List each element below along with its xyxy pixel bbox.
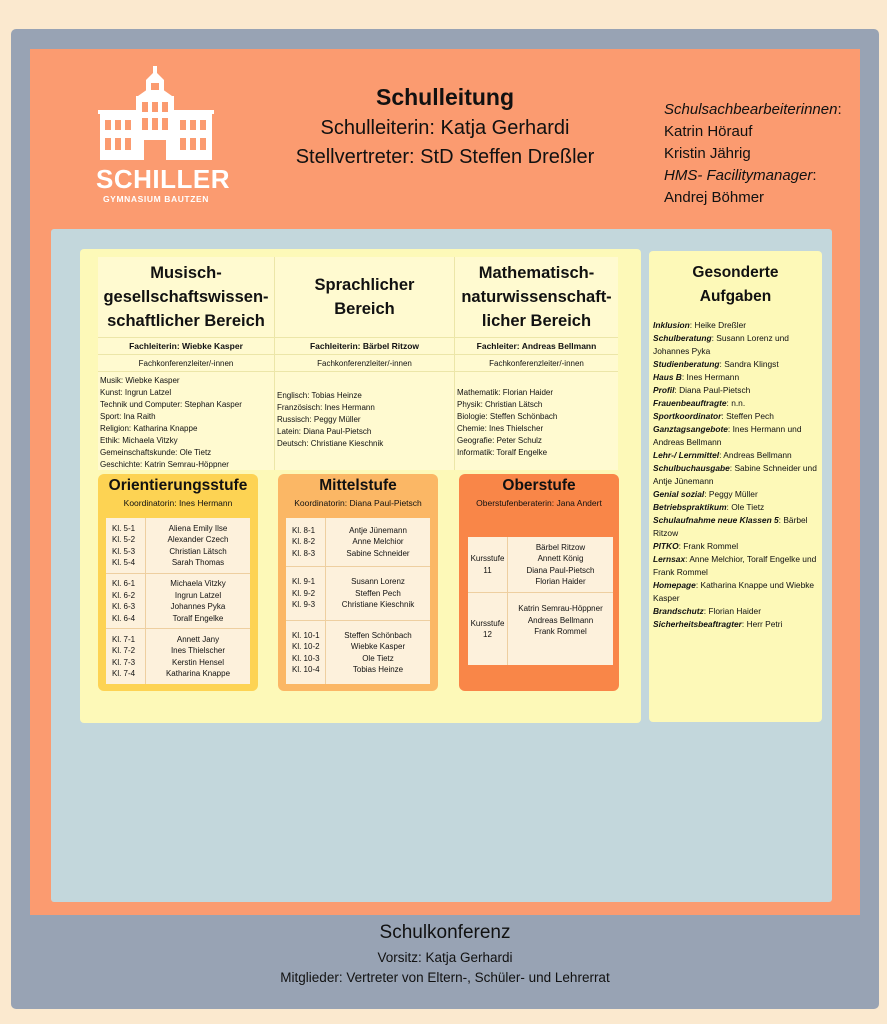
list-item: Französisch: Ines Hermann: [277, 403, 375, 412]
koordinator: Koordinatorin: Diana Paul-Pietsch: [294, 498, 422, 508]
fachkonferenz-label: Fachkonferenzleiter/-innen: [98, 355, 274, 372]
schulleitung-title: Schulleitung: [376, 84, 514, 110]
bereich-title: [98, 257, 274, 337]
aufgabe-person: Florian Haider: [708, 606, 761, 616]
fachleiter: Fachleiterin: Bärbel Ritzow: [275, 337, 454, 355]
school-logo: [96, 66, 230, 208]
klasse: Kl. 7-4: [112, 669, 136, 678]
list-item: Homepage: Katharina Knappe und Wiebke Kasper: [653, 580, 815, 603]
list-item: Betriebspraktikum: Ole Tietz: [653, 502, 765, 512]
aufgabe-person: Sandra Klingst: [724, 359, 779, 369]
list-item: Studienberatung: Sandra Klingst: [653, 359, 779, 369]
list-item: Physik: Christian Lätsch: [457, 400, 543, 409]
kursstufe: 11: [483, 565, 492, 575]
fachleiter: Fachleiterin: Wiebke Kasper: [98, 337, 274, 355]
klasse: Kl. 10-4: [292, 665, 320, 674]
lehrer: Anne Melchior: [352, 537, 404, 547]
fach-list: [455, 372, 618, 459]
fach-list: [275, 372, 454, 450]
klasse: Kl. 5-1: [112, 523, 136, 533]
namen-cell: [326, 621, 430, 684]
schulkonferenz-title: Schulkonferenz: [379, 922, 511, 943]
lehrer: Katrin Semrau-Höppner: [518, 604, 603, 613]
bereich-title-line: naturwissenschaft-: [461, 288, 612, 306]
list-item: Chemie: Ines Thielscher: [457, 424, 544, 433]
list-item: Sportkoordinator: Steffen Pech: [653, 411, 774, 421]
gesonderte-title-line: Aufgaben: [699, 288, 772, 305]
stufe-title: Mittelstufe: [319, 477, 397, 494]
lehrer: Florian Haider: [535, 577, 586, 586]
aufgabe-label: Brandschutz: [653, 606, 704, 616]
klasse: Kl. 5-2: [112, 535, 136, 544]
klassen-cell: [286, 518, 326, 566]
list-item: Deutsch: Christiane Kieschnik: [277, 439, 384, 448]
namen-cell: [146, 518, 250, 573]
klasse: Kl. 5-4: [112, 558, 136, 567]
lehrer: Kerstin Hensel: [171, 657, 225, 667]
klasse: Kl. 9-1: [292, 577, 316, 587]
fachleiter: Fachleiter: Andreas Bellmann: [455, 337, 618, 355]
aufgabe-label: Schulaufnahme neue Klassen 5: [653, 515, 779, 525]
list-item: Schulaufnahme neue Klassen 5: Bärbel Ritzow: [653, 515, 808, 538]
lehrer: Alexander Czech: [167, 535, 229, 544]
schulleitung-header: [240, 84, 650, 169]
bereich-title: [455, 257, 618, 337]
klassen-cell: [106, 518, 146, 573]
klassen-table: [106, 518, 250, 684]
list-item: Lernsax: Anne Melchior, Toralf Engelke und Frank Rommel: [653, 554, 817, 577]
lehrer: Ines Thielscher: [170, 646, 226, 655]
list-item: Sicherheitsbeaftragter: Herr Petri: [653, 619, 783, 629]
kurs-cell: [468, 593, 508, 665]
aufgabe-label: Betriebspraktikum: [653, 502, 727, 512]
aufgabe-person: Andreas Bellmann: [723, 450, 792, 460]
klasse: Kl. 6-2: [112, 590, 136, 600]
aufgabe-label: Schulberatung: [653, 333, 712, 343]
klasse: Kl. 5-3: [112, 546, 136, 556]
klassen-cell: [106, 629, 146, 684]
lehrer: Steffen Schönbach: [344, 630, 412, 640]
aufgaben-list: [653, 319, 818, 631]
gesonderte-aufgaben-panel: [649, 251, 822, 722]
aufgabe-person: Frank Rommel: [683, 541, 739, 551]
aufgabe-person: Anne Melchior, Toralf Engelke und Frank Rommel: [653, 554, 817, 577]
list-item: Haus B: Ines Hermann: [653, 372, 740, 382]
lehrer: Antje Jünemann: [349, 525, 407, 535]
kursstufe: Kursstufe: [470, 554, 505, 563]
aufgabe-label: Profil: [653, 385, 675, 395]
logo-name: SCHILLER: [96, 164, 230, 194]
koordinator: Koordinatorin: Ines Hermann: [123, 498, 233, 508]
school-building-icon: [96, 66, 216, 162]
lehrer: Diana Paul-Pietsch: [526, 565, 595, 575]
staff-name: Kristin Jährig: [664, 145, 751, 162]
klasse: Kl. 8-2: [292, 537, 316, 547]
list-item: Gemeinschaftskunde: Ole Tietz: [100, 448, 212, 457]
staff-label-2: HMS- Facilitymanager:: [664, 167, 817, 184]
list-item: Latein: Diana Paul-Pietsch: [277, 427, 372, 436]
aufgabe-label: Homepage: [653, 580, 696, 590]
table-row: [468, 593, 613, 665]
mittelstufe-box: [278, 474, 438, 691]
gesonderte-title: [653, 261, 818, 309]
klasse: Kl. 10-3: [292, 653, 320, 663]
bereich-title-line: gesellschaftswissen-: [103, 288, 269, 306]
klasse: Kl. 9-3: [292, 600, 316, 610]
klasse: Kl. 10-2: [292, 642, 320, 651]
lehrer: Andreas Bellmann: [527, 615, 594, 625]
list-item: Profil: Diana Paul-Pietsch: [653, 385, 751, 395]
lehrer: Christian Lätsch: [169, 546, 227, 556]
aufgabe-person: Katharina Knappe und Wiebke Kasper: [653, 580, 815, 603]
klasse: Kl. 9-2: [292, 588, 316, 598]
kurs-table: [468, 537, 613, 665]
aufgabe-label: Lernsax: [653, 554, 686, 564]
list-item: Informatik: Toralf Engelke: [457, 448, 548, 457]
list-item: Englisch: Tobias Heinze: [277, 391, 362, 400]
bereich-title: [275, 257, 454, 337]
table-row: [286, 567, 430, 621]
aufgabe-person: Steffen Pech: [726, 411, 774, 421]
lehrer: Johannes Pyka: [170, 602, 226, 611]
staff-label-2-text: HMS- Facilitymanager: [664, 167, 813, 184]
table-row: [286, 621, 430, 684]
aufgabe-person: Herr Petri: [746, 619, 783, 629]
list-item: Genial sozial: Peggy Müller: [653, 489, 758, 499]
namen-cell: [326, 567, 430, 620]
lehrer: Sarah Thomas: [171, 558, 225, 567]
fachkonferenz-label: Fachkonferenzleiter/-innen: [275, 355, 454, 372]
lehrer: Toralf Engelke: [172, 613, 224, 623]
aufgabe-person: Bärbel Ritzow: [653, 515, 808, 538]
mitglieder-line: Mitglieder: Vertreter von Eltern-, Schüler- und Lehrerrat: [280, 970, 610, 985]
kursstufe: Kursstufe: [470, 618, 505, 628]
stufe-title: Orientierungsstufe: [108, 477, 248, 494]
list-item: Brandschutz: Florian Haider: [653, 606, 761, 616]
aufgabe-label: Ganztagsangebote: [653, 424, 728, 434]
klassen-table: [286, 518, 430, 684]
fach-list: [98, 372, 274, 471]
klassen-cell: [286, 567, 326, 620]
list-item: Schulberatung: Susann Lorenz und Johannes Pyka: [653, 333, 789, 356]
staff-label-1: Schulsachbearbeiterinnen:: [664, 101, 842, 118]
lehrer: Aliena Emily Ilse: [168, 523, 228, 533]
aufgabe-person: n.n.: [731, 398, 746, 408]
list-item: Musik: Wiebke Kasper: [100, 376, 180, 385]
aufgabe-label: PITKO: [653, 541, 679, 551]
aufgabe-label: Studienberatung: [653, 359, 720, 369]
list-item: Schulbuchausgabe: Sabine Schneider und Antje Jünemann: [653, 463, 817, 486]
list-item: Religion: Katharina Knappe: [100, 424, 198, 433]
list-item: Mathematik: Florian Haider: [457, 388, 554, 397]
staff-name: Andrej Böhmer: [664, 189, 765, 206]
aufgabe-label: Frauenbeauftragte: [653, 398, 727, 408]
klassen-cell: [106, 574, 146, 628]
aufgabe-person: Diana Paul-Pietsch: [679, 385, 751, 395]
lehrer: Susann Lorenz: [351, 577, 405, 587]
lehrer: Bärbel Ritzow: [535, 542, 586, 552]
aufgabe-person: Heike Dreßler: [694, 320, 747, 330]
schulleiterin-line: Schulleiterin: Katja Gerhardi: [320, 117, 570, 139]
aufgabe-label: Genial sozial: [653, 489, 705, 499]
kurs-cell: [468, 537, 508, 592]
staff-name: Katrin Hörauf: [664, 123, 753, 140]
schulkonferenz: [30, 922, 860, 985]
lehrer: Michaela Vitzky: [170, 579, 226, 588]
lehrer: Wiebke Kasper: [350, 642, 406, 651]
aufgabe-label: Schulbuchausgabe: [653, 463, 730, 473]
klasse: Kl. 7-2: [112, 646, 136, 655]
aufgabe-person: Sabine Schneider und Antje Jünemann: [653, 463, 817, 486]
list-item: Sport: Ina Raith: [100, 412, 156, 421]
list-item: Geschichte: Katrin Semrau-Höppner: [100, 460, 229, 469]
aufgabe-person: Susann Lorenz und Johannes Pyka: [653, 333, 789, 356]
stellvertreter-line: Stellvertreter: StD Steffen Dreßler: [295, 146, 595, 168]
bereich-title-line: Sprachlicher: [314, 276, 415, 294]
aufgabe-person: Ole Tietz: [731, 502, 765, 512]
lehrer: Annett König: [537, 554, 584, 563]
klasse: Kl. 6-3: [112, 602, 136, 611]
list-item: Russisch: Peggy Müller: [277, 415, 361, 424]
aufgabe-label: Haus B: [653, 372, 682, 382]
logo-subtitle: GYMNASIUM BAUTZEN: [102, 194, 210, 204]
namen-cell: [146, 629, 250, 684]
table-row: [468, 537, 613, 593]
aufgabe-person: Ines Hermann und Andreas Bellmann: [653, 424, 802, 447]
klasse: Kl. 10-1: [292, 630, 320, 640]
klasse: Kl. 7-1: [112, 634, 136, 644]
bereich-sprachlich: [274, 257, 454, 470]
bereich-musisch: [98, 257, 274, 470]
bereich-title-line: Bereich: [334, 300, 395, 318]
aufgabe-person: Peggy Müller: [708, 489, 758, 499]
namen-cell: [508, 593, 613, 665]
stufe-title: Oberstufe: [502, 477, 576, 494]
table-row: [286, 518, 430, 567]
oberstufe-box: [459, 474, 619, 691]
lehrer: Christiane Kieschnik: [341, 600, 415, 610]
bereich-title-line: licher Bereich: [481, 312, 592, 330]
lehrer: Tobias Heinze: [352, 665, 404, 674]
lehrer: Annett Jany: [176, 634, 220, 644]
lehrer: Steffen Pech: [355, 588, 401, 598]
vorsitz-line: Vorsitz: Katja Gerhardi: [377, 950, 513, 965]
list-item: Geografie: Peter Schulz: [457, 436, 542, 445]
bereich-mathematisch: [454, 257, 618, 470]
list-item: Ethik: Michaela Vitzky: [100, 436, 178, 445]
list-item: Technik und Computer: Stephan Kasper: [100, 400, 242, 409]
koordinator: Oberstufenberaterin: Jana Andert: [476, 498, 602, 508]
klasse: Kl. 7-3: [112, 657, 136, 667]
aufgabe-label: Inklusion: [653, 320, 690, 330]
bereich-title-line: Mathematisch-: [478, 264, 595, 282]
klasse: Kl. 6-4: [112, 613, 136, 623]
namen-cell: [508, 537, 613, 592]
aufgabe-label: Lehr-/ Lernmittel: [653, 450, 720, 460]
list-item: Frauenbeauftragte: n.n.: [653, 398, 746, 408]
klasse: Kl. 8-3: [292, 548, 316, 558]
list-item: Lehr-/ Lernmittel: Andreas Bellmann: [653, 450, 792, 460]
aufgabe-label: Sportkoordinator: [653, 411, 722, 421]
aufgabe-person: Ines Hermann: [686, 372, 740, 382]
list-item: Kunst: Ingrun Latzel: [100, 388, 172, 397]
list-item: Inklusion: Heike Dreßler: [653, 320, 747, 330]
aufgabe-label: Sicherheitsbeaftragter: [653, 619, 742, 629]
bereich-title-line: Musisch-: [150, 264, 222, 282]
gesonderte-title-line: Gesonderte: [692, 264, 779, 281]
orientierungsstufe-box: [98, 474, 258, 691]
table-row: [106, 518, 250, 574]
fachkonferenz-label: Fachkonferenzleiter/-innen: [455, 355, 618, 372]
list-item: PITKO: Frank Rommel: [653, 541, 739, 551]
kursstufe: 12: [483, 630, 492, 639]
table-row: [106, 574, 250, 629]
lehrer: Ole Tietz: [362, 653, 394, 663]
klasse: Kl. 6-1: [112, 579, 136, 588]
klasse: Kl. 8-1: [292, 525, 316, 535]
staff-label-1-text: Schulsachbearbeiterinnen: [664, 101, 838, 118]
bereich-title-line: schaftlicher Bereich: [107, 312, 265, 330]
namen-cell: [326, 518, 430, 566]
table-row: [106, 629, 250, 684]
lehrer: Katharina Knappe: [165, 669, 231, 678]
list-item: Ganztagsangebote: Ines Hermann und Andreas Bellmann: [653, 424, 802, 447]
klassen-cell: [286, 621, 326, 684]
lehrer: Ingrun Latzel: [174, 590, 222, 600]
list-item: Biologie: Steffen Schönbach: [457, 412, 558, 421]
lehrer: Frank Rommel: [534, 627, 587, 636]
lehrer: Sabine Schneider: [346, 548, 410, 558]
staff-info: [664, 99, 842, 209]
namen-cell: [146, 574, 250, 628]
